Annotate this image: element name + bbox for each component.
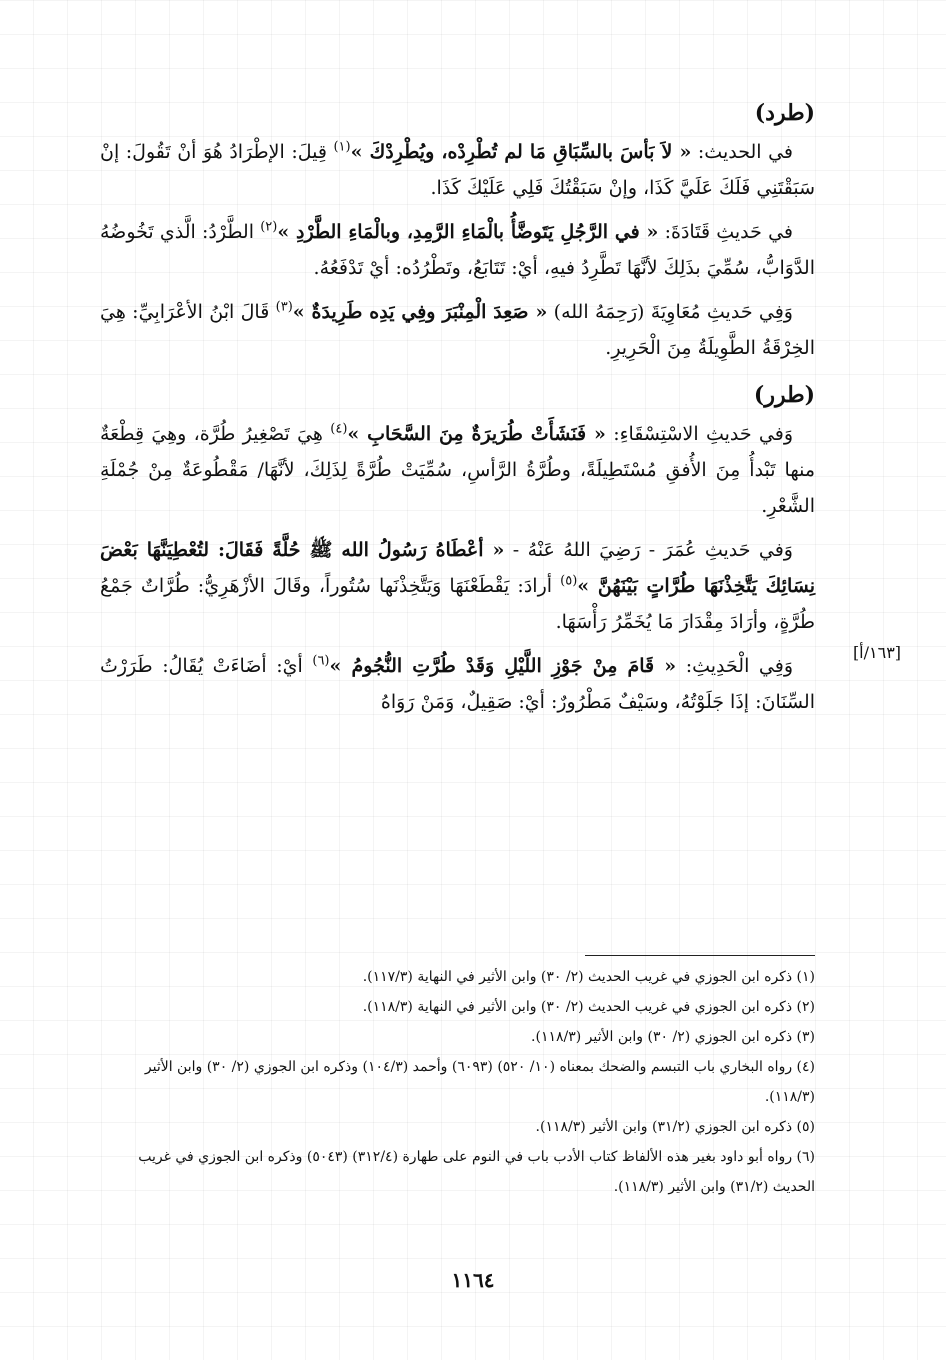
entry-heading-tarr: (طرر): [753, 382, 815, 408]
hadith-paragraph: [100, 134, 815, 206]
hadith-paragraph: [100, 532, 815, 640]
hadith-paragraph: [100, 648, 815, 720]
paragraph-commentary: أرادَ: يَقْطَعْنَهَا وَيَتَّخِذْنَها سُتُوراً، وقَالَ الأزْهَرِيُّ: طُرَّاتٌ جَمْعُ طُرَّةٍ، وأرَادَ مِقْدَارَ مَا يُخَمِّرُ رَأْسَهَا.: [100, 575, 815, 633]
footnote: (١) ذكره ابن الجوزي في غريب الحديث (٢/ ٣٠) وابن الأثير في النهاية (١١٧/٣).: [362, 969, 815, 985]
footnote: (٤) رواه البخاري باب التبسم والضحك بمعناه (١٠/ ٥٢٠) (٦٠٩٣) وأحمد (١٠٤/٣) وذكره ابن الجوزي (٢/ ٣٠) وابن الأثير (١١٨/٣).: [144, 1059, 815, 1105]
paragraph-intro: وَفي حَديثِ الاسْتِسْقَاءِ:: [605, 423, 793, 445]
footnote-ref: (٣): [275, 299, 293, 315]
paragraph-intro: وَفي حَديثِ عُمَرَ - رَضِيَ اللهُ عَنْهُ -: [504, 539, 793, 561]
footnotes: [100, 962, 815, 1202]
footnote: (٣) ذكره ابن الجوزي (٢/ ٣٠) وابن الأثير (١١٨/٣).: [531, 1029, 815, 1045]
footnote: (٦) رواه أبو داود بغير هذه الألفاظ كتاب الأدب باب في النوم على طهارة (٣١٢/٤) (٥٠٤٣) وذكره ابن الجوزي في غريب الحديث (٣١/٢) وابن الأثير (١١٨/٣).: [138, 1149, 815, 1195]
footnote-ref: (٢): [260, 219, 278, 235]
paragraph-intro: وَفِي حَديثِ مُعَاوِيَةَ (رَحِمَهُ الله): [547, 301, 793, 323]
hadith-paragraph: [100, 294, 815, 366]
hadith-paragraph: [100, 416, 815, 524]
hadith-quote: « صَعِدَ الْمِنْبَرَ وفِي يَدِه طَرِيدَةٌ »: [292, 301, 548, 323]
paragraph-commentary: أيْ: أضَاءَتْ يُقَالُ: طَرَرْتُ السِّنَانَ: إذَا جَلَوْتُهُ، وسَيْفٌ مَطْرُورٌ: أيْ: صَقِيلٌ، وَمَنْ رَوَاهُ: [100, 655, 815, 713]
footnote: (٥) ذكره ابن الجوزي (٣١/٢) وابن الأثير (١١٨/٣).: [535, 1119, 815, 1135]
footnote-ref: (١): [333, 139, 351, 155]
footnote-ref: (٦): [312, 653, 330, 669]
footnote: (٢) ذكره ابن الجوزي في غريب الحديث (٢/ ٣٠) وابن الأثير في النهاية (١١٨/٣).: [362, 999, 815, 1015]
hadith-paragraph: [100, 214, 815, 286]
paragraph-commentary: الطَّرْدُ: الَّذي تَخُوضُهُ الدَّوَابُّ، سُمِّيَ بذَلِكَ لأنَّهَا تَطَّرِدُ فيهِ، أيْ: تَتَابَعُ، وتَطْرُدُه: أيْ تَدْفَعُهُ.: [100, 221, 815, 279]
hadith-quote: « أعْطَاهُ رَسُولُ الله ﷺ حُلَّةً فَقَالَ: لتُعْطِيَنَّهَا بَعْضَ نِسَائِكَ يَتَّخِذْنَهَا طُرَّاتٍ بَيْنَهُنَّ »: [100, 539, 815, 597]
hadith-quote: « لاَ بَأسَ بالسِّبَاقِ مَا لم تُطْرِدْه، ويُطْرِدْكَ »: [350, 141, 692, 163]
paragraph-intro: في حَديثِ قَتَادَةَ:: [658, 221, 794, 243]
paragraph-commentary: قَالَ ابْنُ الأعْرَابِيِّ: هِيَ الخِرْقَةُ الطَّوِيلَةُ مِنَ الْحَرِيرِ.: [100, 301, 815, 359]
footnote-ref: (٥): [560, 573, 578, 589]
paragraph-commentary: هِيَ تَصْغِيرُ طُرَّة، وهِيَ قِطْعَةٌ منها تَبْدأُ مِنَ الأُفقِ مُسْتَطِيلَةً، وطُرَّةُ الرَّأسِ، سُمِّيَتْ طُرَّةً لِذَلِكَ، لأنَّهَا/ مَقْطُوعَةٌ مِنْ جُمْلَةِ الشَّعْرِ.: [100, 423, 815, 517]
footnote-separator: [585, 955, 815, 956]
entry-heading-tard: (طرد): [754, 100, 815, 126]
paragraph-commentary: قِيلَ: الإطْرَادُ هُوَ أنْ تَقُولَ: إنْ سَبَقْتَنِي فَلَكَ عَلَيَّ كَذَا، وإنْ سَبَقْتُكَ فَلِي عَلَيْكَ كَذَا.: [100, 141, 815, 199]
hadith-quote: « قَامَ مِنْ جَوْزِ اللَّيْلِ وَقَدْ طُرَّتِ النُّجُومُ »: [329, 655, 677, 677]
page-number: ١١٦٤: [451, 1268, 495, 1292]
paragraph-intro: في الحديث:: [691, 141, 793, 163]
main-text: [100, 92, 815, 728]
manuscript-folio-marker: [١٦٣/أ]: [852, 643, 902, 662]
paragraph-intro: وَفِي الْحَدِيثِ:: [676, 655, 794, 677]
hadith-quote: « فَنَشَأَتْ طُرَيرَةٌ مِنَ السَّحَابِ »: [347, 423, 606, 445]
hadith-quote: « في الرَّجُلِ يَتَوضَّأُ بالْمَاءِ الرَّمِدِ، وبالْمَاءِ الطَّرْدِ »: [277, 221, 659, 243]
footnote-ref: (٤): [330, 421, 348, 437]
